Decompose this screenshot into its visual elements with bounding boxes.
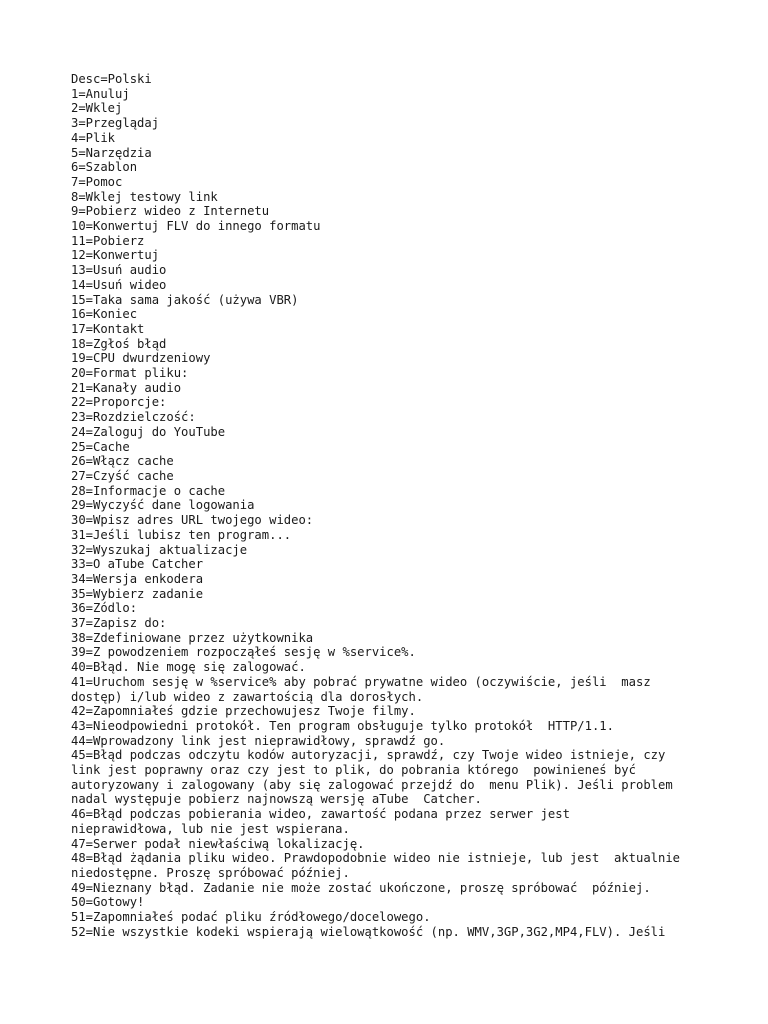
text-line: 8=Wklej testowy link bbox=[71, 189, 218, 204]
text-line: 41=Uruchom sesję w %service% aby pobrać prywatne wideo (oczywiście, jeśli masz bbox=[71, 674, 651, 689]
text-line: 47=Serwer podał niewłaściwą lokalizację. bbox=[71, 836, 365, 851]
text-line: 44=Wprowadzony link jest nieprawidłowy, sprawdź go. bbox=[71, 733, 446, 748]
text-line: 32=Wyszukaj aktualizacje bbox=[71, 542, 248, 557]
text-line: 18=Zgłoś błąd bbox=[71, 336, 167, 351]
text-line: 25=Cache bbox=[71, 439, 130, 454]
text-line: dostęp) i/lub wideo z zawartością dla dorosłych. bbox=[71, 689, 424, 704]
text-line: 21=Kanały audio bbox=[71, 380, 182, 395]
text-line: 7=Pomoc bbox=[71, 174, 123, 189]
text-line: 19=CPU dwurdzeniowy bbox=[71, 351, 211, 366]
text-line: 34=Wersja enkodera bbox=[71, 571, 204, 586]
text-line: 12=Konwertuj bbox=[71, 248, 160, 263]
text-line: 36=Zódlo: bbox=[71, 601, 138, 616]
text-line: 42=Zapomniałeś gdzie przechowujesz Twoje filmy. bbox=[71, 704, 416, 719]
text-line: 50=Gotowy! bbox=[71, 895, 145, 910]
text-line: link jest poprawny oraz czy jest to plik, do pobrania którego powinieneś być bbox=[71, 763, 636, 778]
text-line: 31=Jeśli lubisz ten program... bbox=[71, 527, 292, 542]
text-line: 45=Błąd podczas odczytu kodów autoryzacji, sprawdź, czy Twoje wideo istnieje, czy bbox=[71, 748, 666, 763]
text-line: 39=Z powodzeniem rozpocząłeś sesję w %service%. bbox=[71, 645, 416, 660]
text-line: 1=Anuluj bbox=[71, 86, 130, 101]
text-line: 4=Plik bbox=[71, 130, 116, 145]
text-line: 33=O aTube Catcher bbox=[71, 557, 204, 572]
text-line: 26=Włącz cache bbox=[71, 454, 174, 469]
text-line: 40=Błąd. Nie mogę się zalogować. bbox=[71, 660, 306, 675]
text-line: 38=Zdefiniowane przez użytkownika bbox=[71, 630, 314, 645]
text-line: 15=Taka sama jakość (używa VBR) bbox=[71, 292, 299, 307]
text-line: 43=Nieodpowiedni protokół. Ten program obsługuje tylko protokół HTTP/1.1. bbox=[71, 718, 614, 733]
text-line: 6=Szablon bbox=[71, 160, 138, 175]
text-line: 23=Rozdzielczość: bbox=[71, 410, 196, 425]
text-line: 14=Usuń wideo bbox=[71, 277, 167, 292]
text-line: 3=Przeglądaj bbox=[71, 116, 160, 131]
text-line: 20=Format pliku: bbox=[71, 366, 189, 381]
text-line: 37=Zapisz do: bbox=[71, 616, 167, 631]
text-line: 16=Koniec bbox=[71, 307, 138, 322]
document-page bbox=[71, 72, 751, 939]
text-line: nadal występuje pobierz najnowszą wersję aTube Catcher. bbox=[71, 792, 482, 807]
text-line: 5=Narzędzia bbox=[71, 145, 152, 160]
text-line: 49=Nieznany błąd. Zadanie nie może zostać ukończone, proszę spróbować później. bbox=[71, 880, 651, 895]
text-line: 17=Kontakt bbox=[71, 321, 145, 336]
text-line: 52=Nie wszystkie kodeki wspierają wielowątkowość (np. WMV,3GP,3G2,MP4,FLV). Jeśli bbox=[71, 924, 666, 939]
text-line: 29=Wyczyść dane logowania bbox=[71, 498, 255, 513]
text-line: 2=Wklej bbox=[71, 101, 123, 116]
text-line: 10=Konwertuj FLV do innego formatu bbox=[71, 219, 321, 234]
text-line: 48=Błąd żądania pliku wideo. Prawdopodobnie wideo nie istnieje, lub jest aktualnie bbox=[71, 851, 681, 866]
text-line: 22=Proporcje: bbox=[71, 395, 167, 410]
text-line: 51=Zapomniałeś podać pliku źródłowego/docelowego. bbox=[71, 910, 431, 925]
text-line: 11=Pobierz bbox=[71, 233, 145, 248]
text-line: 24=Zaloguj do YouTube bbox=[71, 424, 226, 439]
text-line: nieprawidłowa, lub nie jest wspierana. bbox=[71, 821, 350, 836]
text-line: 9=Pobierz wideo z Internetu bbox=[71, 204, 270, 219]
text-line: autoryzowany i zalogowany (aby się zalogować przejdź do menu Plik). Jeśli problem bbox=[71, 777, 673, 792]
text-line: 46=Błąd podczas pobierania wideo, zawartość podana przez serwer jest bbox=[71, 807, 570, 822]
text-line: 35=Wybierz zadanie bbox=[71, 586, 204, 601]
text-line: 27=Czyść cache bbox=[71, 468, 174, 483]
text-line: 30=Wpisz adres URL twojego wideo: bbox=[71, 513, 314, 528]
text-line: Desc=Polski bbox=[71, 72, 152, 86]
text-line: niedostępne. Proszę spróbować później. bbox=[71, 865, 350, 880]
text-line: 28=Informacje o cache bbox=[71, 483, 226, 498]
text-line: 13=Usuń audio bbox=[71, 263, 167, 278]
